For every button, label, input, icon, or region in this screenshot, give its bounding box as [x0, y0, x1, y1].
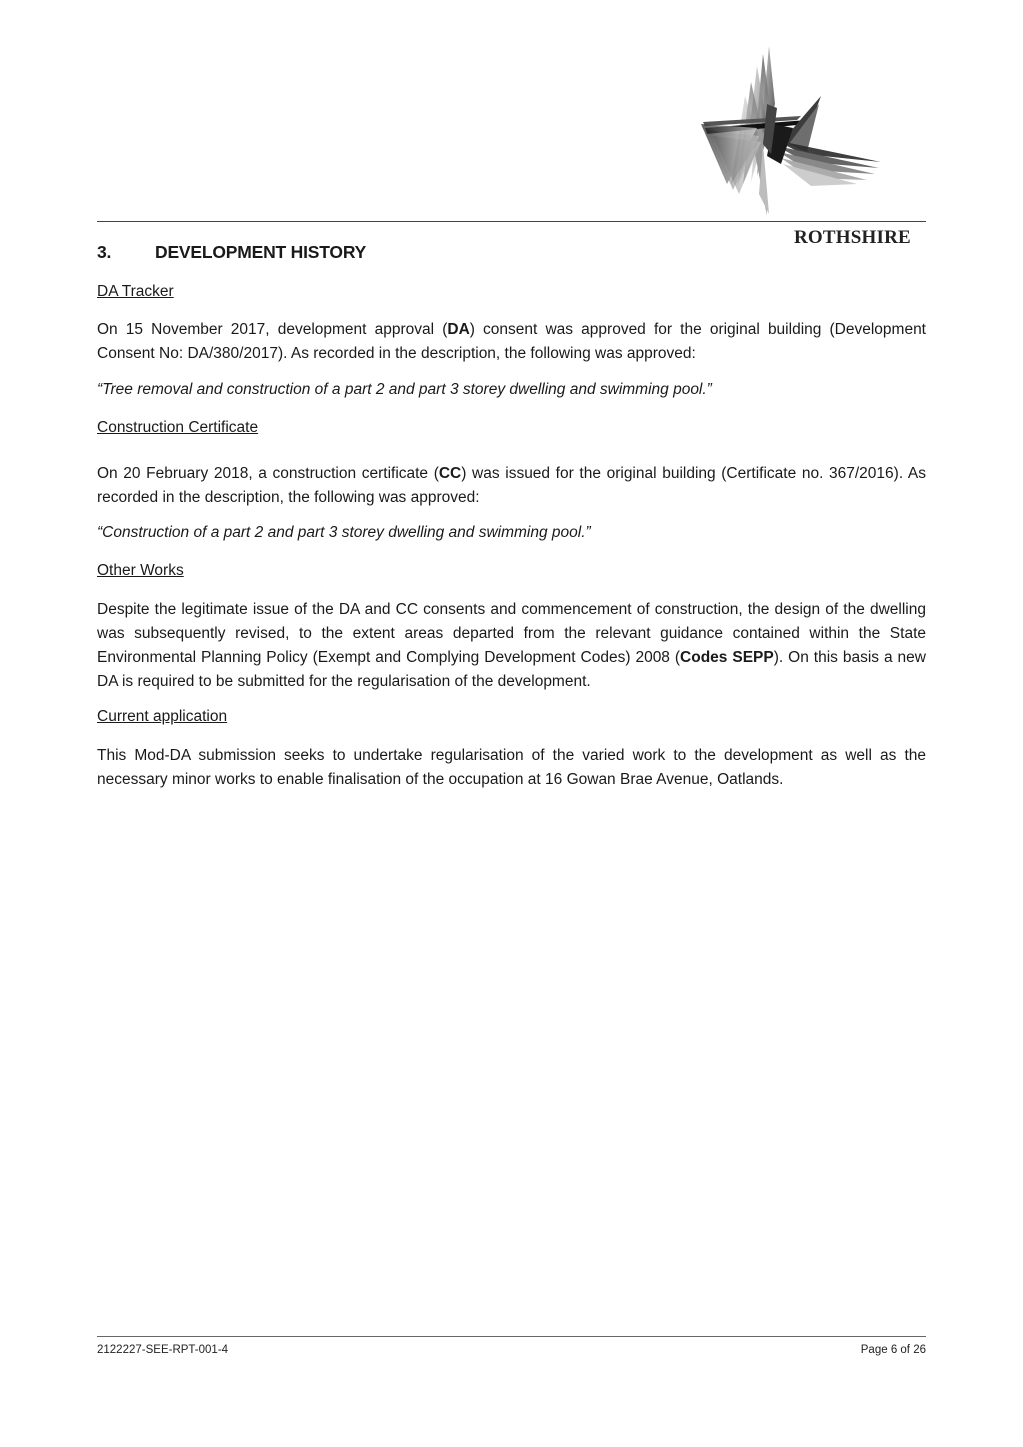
- text-run: ) consent was approved for the original building (Development Consent No: DA/380/2017). As recorded in the description, the following was approved:: [97, 321, 926, 362]
- company-logo: [697, 44, 937, 248]
- rothshire-logo-icon: [697, 44, 937, 219]
- page-number: Page 6 of 26: [860, 1344, 926, 1356]
- paragraph-da-tracker: [97, 318, 926, 366]
- text-run: On 15 November 2017, development approval (: [97, 321, 448, 338]
- subheading-construction-certificate: Construction Certificate: [97, 419, 259, 436]
- text-run: Despite the legitimate issue of the DA and CC consents and commencement of construction, the design of the dwelling was subsequently revised, to the extent areas departed from the relevant guidance contained within the State Environmental Planning Policy (Exempt and Complying Development Codes) 2008 (: [97, 601, 926, 666]
- bold-term-cc: CC: [438, 465, 462, 482]
- paragraph-other-works: [97, 598, 926, 694]
- footer-divider: [97, 1336, 926, 1337]
- paragraph-current-application: This Mod-DA submission seeks to undertake regularisation of the varied work to the development as well as the necessary minor works to enable finalisation of the occupation at 16 Gowan Brae Avenue, Oatlands.: [97, 747, 926, 788]
- text-run: On 20 February 2018, a construction certificate (: [97, 465, 439, 482]
- header-divider: [97, 221, 926, 222]
- quote-cc-description: “Construction of a part 2 and part 3 storey dwelling and swimming pool.”: [97, 524, 591, 541]
- subheading-other-works: Other Works: [97, 562, 184, 579]
- document-reference: 2122227-SEE-RPT-001-4: [97, 1344, 229, 1356]
- paragraph-construction-certificate: [97, 462, 926, 510]
- section-heading: [97, 242, 366, 263]
- section-title: DEVELOPMENT HISTORY: [155, 242, 367, 262]
- text-run: ). On this basis a new DA is required to be submitted for the regularisation of the development.: [97, 649, 926, 690]
- subheading-da-tracker: DA Tracker: [97, 283, 174, 300]
- bold-term-da: DA: [447, 321, 470, 338]
- text-run: ) was issued for the original building (Certificate no. 367/2016). As recorded in the description, the following was approved:: [97, 465, 926, 506]
- quote-da-description: “Tree removal and construction of a part 2 and part 3 storey dwelling and swimming pool.”: [97, 381, 712, 398]
- section-number: 3.: [97, 242, 112, 262]
- subheading-current-application: Current application: [97, 708, 228, 725]
- bold-term-codes-sepp: Codes SEPP: [680, 649, 774, 666]
- logo-wordmark: ROTHSHIRE: [794, 227, 911, 248]
